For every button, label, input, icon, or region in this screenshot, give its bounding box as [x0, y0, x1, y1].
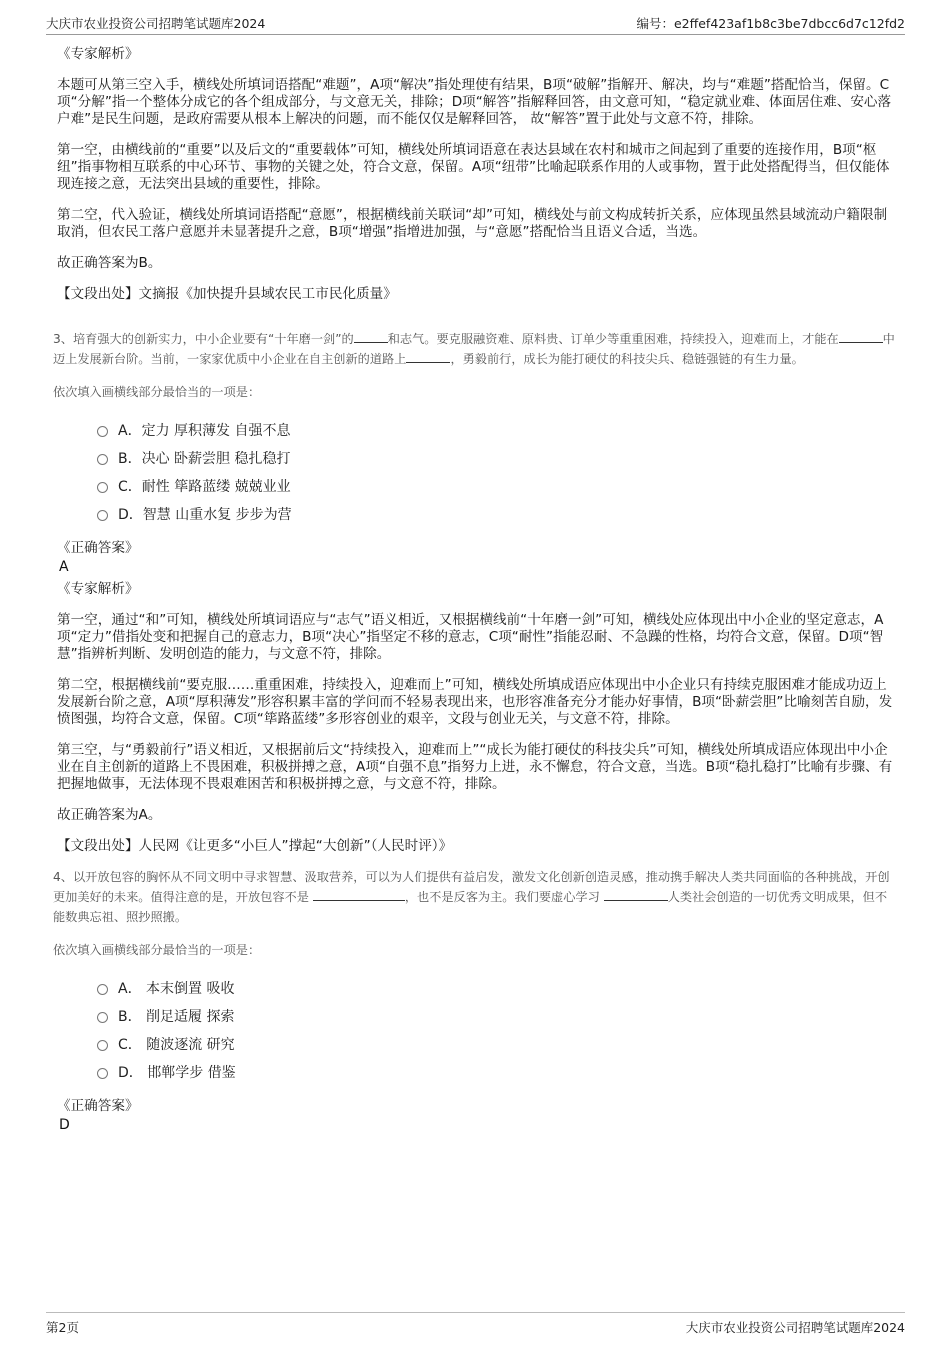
option-c[interactable]: C．耐性 筚路蓝缕 兢兢业业 [97, 472, 895, 500]
answer-blank [406, 350, 450, 363]
explain-paragraph: 第三空，与“勇毅前行”语义相近，又根据前后文“持续投入，迎难而上”“成长为能打硬仗的科技尖兵”可知，横线处所填成语应体现出中小企业在自主创新的道路上不畏困难，积极拼搏之意，A项“自强不息”指努力上进，永不懈怠，符合文意，当选。B项“稳扎稳打”比喻有步骤、有把握地做事，无法体现不畏艰难困苦和积极拼搏之意，与文意不符，排除。 [57, 742, 893, 792]
footer-title: 大庆市农业投资公司招聘笔试题库2024 [685, 1320, 905, 1335]
option-c[interactable]: C． 随波逐流 研究 [97, 1030, 895, 1058]
explain-paragraph: 本题可从第三空入手，横线处所填词语搭配“难题”，A项“解决”指处理使有结果，B项“破解”指解开、解决，均与“难题”搭配恰当，保留。C项“分解”指一个整体分成它的各个组成部分，与文意无关，排除；D项“解答”指解释回答，由文意可知，“稳定就业难、体面居住难、安心落户难”是民生问题，是政府需要从根本上解决的问题，而不能仅仅是解释回答， 故“解答”置于此处与文意不符，排除。 [57, 77, 892, 127]
answer-blank [354, 330, 388, 343]
radio-icon[interactable] [97, 1012, 108, 1023]
page-number: 第2页 [46, 1320, 79, 1335]
radio-icon[interactable] [97, 510, 108, 521]
page-content [53, 46, 895, 1139]
option-d[interactable]: D． 邯郸学步 借鉴 [97, 1058, 895, 1086]
q2-explanation [57, 46, 895, 303]
correct-answer-value: A [59, 559, 69, 575]
source-line: 【文段出处】人民网《让更多“小巨人”撑起“大创新”（人民时评）》 [57, 838, 453, 854]
question-instruction: 依次填入画横线部分最恰当的一项是： [53, 943, 261, 957]
page-header [46, 14, 905, 35]
question-text: 4、以开放包容的胸怀从不同文明中寻求智慧、汲取营养，可以为人们提供有益启发，激发文化创新创造灵感，推动携手解决人类共同面临的各种挑战，开创更加美好的未来。值得注意的是，开放包容不是 ，也不是反客为主。我们要虚心学习 人类社会创造的一切优秀文明成果，但不能数典忘祖、照抄照搬。 [53, 870, 890, 924]
explain-paragraph: 第一空，由横线前的“重要”以及后文的“重要载体”可知，横线处所填词语意在表达县域在农村和城市之间起到了重要的连接作用，B项“枢纽”指事物相互联系的中心环节、事物的关键之处，符合文意，保留。A项“纽带”比喻起联系作用的人或事物，置于此处搭配得当，但仅能体现连接之意，无法突出县域的重要性，排除。 [57, 142, 890, 192]
header-title: 大庆市农业投资公司招聘笔试题库2024 [46, 16, 266, 31]
radio-icon[interactable] [97, 1068, 108, 1079]
options-list [97, 416, 895, 528]
option-b[interactable]: B．决心 卧薪尝胆 稳扎稳打 [97, 444, 895, 472]
question-4 [53, 867, 895, 1133]
header-serial: 编号：e2ffef423af1b8c3be7dbcc6d7c12fd2 [636, 16, 905, 31]
correct-answer-value: D [59, 1117, 70, 1133]
expert-analysis-label: 《专家解析》 [57, 46, 139, 62]
question-instruction: 依次填入画横线部分最恰当的一项是： [53, 385, 261, 399]
option-b[interactable]: B． 削足适履 探索 [97, 1002, 895, 1030]
final-answer-line: 故正确答案为B。 [57, 255, 162, 271]
radio-icon[interactable] [97, 482, 108, 493]
radio-icon[interactable] [97, 1040, 108, 1051]
answer-blank [839, 330, 883, 343]
expert-analysis-label: 《专家解析》 [57, 581, 139, 597]
answer-blank [313, 888, 405, 901]
answer-blank [604, 888, 668, 901]
option-a[interactable]: A．定力 厚积薄发 自强不息 [97, 416, 895, 444]
question-3 [53, 329, 895, 855]
explain-paragraph: 第二空，根据横线前“要克服……重重困难，持续投入，迎难而上”可知，横线处所填成语应体现出中小企业只有持续克服困难才能成功迈上发展新台阶之意，A项“厚积薄发”形容积累丰富的学问而不轻易表现出来，也形容准备充分才能办好事情，B项“卧薪尝胆”比喻刻苦自励，发愤图强，均符合文意，保留。C项“筚路蓝缕”多形容创业的艰辛，文段与创业无关，与文意不符，排除。 [57, 677, 893, 727]
explain-paragraph: 第一空，通过“和”可知，横线处所填词语应与“志气”语义相近，又根据横线前“十年磨一剑”可知，横线处应体现出中小企业的坚定意志，A项“定力”借指处变和把握自己的意志力，B项“决心”指坚定不移的意志，C项“耐性”指能忍耐、不急躁的性格，均符合文意，保留。D项“智慧”指辨析判断、发明创造的能力，与文意不符，排除。 [57, 612, 884, 662]
radio-icon[interactable] [97, 454, 108, 465]
correct-answer-label: 《正确答案》 [57, 1098, 139, 1114]
radio-icon[interactable] [97, 426, 108, 437]
page-footer [46, 1312, 905, 1335]
option-a[interactable]: A． 本末倒置 吸收 [97, 974, 895, 1002]
correct-answer-label: 《正确答案》 [57, 540, 139, 556]
explain-paragraph: 第二空，代入验证，横线处所填词语搭配“意愿”，根据横线前关联词“却”可知，横线处与前文构成转折关系，应体现虽然县域流动户籍限制取消，但农民工落户意愿并未显著提升之意，B项“增强”指增进加强，与“意愿”搭配恰当且语义合适，当选。 [57, 207, 888, 240]
final-answer-line: 故正确答案为A。 [57, 807, 162, 823]
question-text: 3、培育强大的创新实力，中小企业要有“十年磨一剑”的 和志气。要克服融资难、原料贵、订单少等重重困难，持续投入，迎难而上，才能在 中迈上发展新台阶。当前，一家家优质中小企业在自主创新的道路上 ，勇毅前行，成长为能打硬仗的科技尖兵、稳链强链的有生力量。 [53, 332, 895, 366]
options-list [97, 974, 895, 1086]
radio-icon[interactable] [97, 984, 108, 995]
source-line: 【文段出处】文摘报《加快提升县域农民工市民化质量》 [57, 286, 397, 302]
option-d[interactable]: D．智慧 山重水复 步步为营 [97, 500, 895, 528]
